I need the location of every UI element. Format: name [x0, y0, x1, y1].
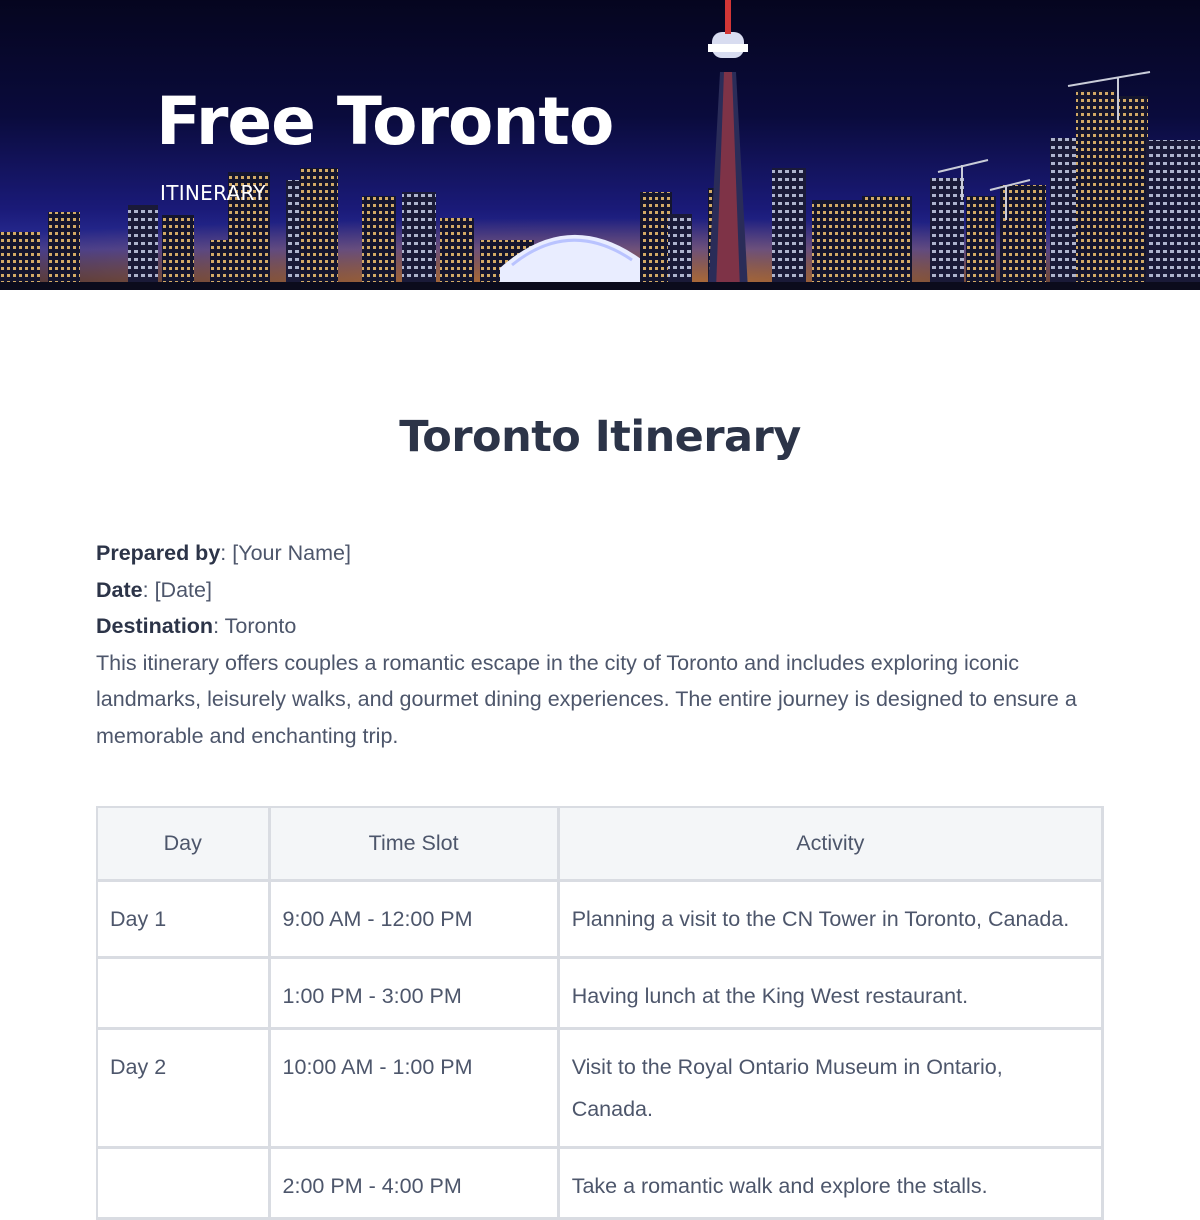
date-row: Date: [Date] — [96, 577, 212, 602]
itinerary-table — [96, 806, 1104, 1220]
cell-day — [98, 1149, 271, 1220]
table-row — [98, 959, 1104, 1030]
header-activity: Activity — [560, 808, 1104, 882]
cell-time-text: 2:00 PM - 4:00 PM — [282, 1174, 462, 1198]
hero-title: Free Toronto — [156, 83, 614, 160]
document-meta — [96, 535, 1106, 754]
cell-activity-text: Having lunch at the King West restaurant. — [571, 984, 969, 1008]
destination-row: Destination: Toronto — [96, 614, 297, 638]
cell-day-text: Day 1 — [110, 907, 167, 931]
table-row — [98, 1030, 1104, 1149]
hero-subtitle: ITINERARY — [160, 181, 266, 205]
cell-day — [98, 1030, 271, 1149]
document-title: Toronto Itinerary — [399, 412, 801, 462]
cell-activity — [560, 882, 1104, 959]
cell-activity — [560, 1030, 1104, 1149]
header-day: Day — [98, 808, 271, 882]
cell-time-text: 10:00 AM - 1:00 PM — [282, 1055, 473, 1079]
date-label: Date — [96, 577, 143, 602]
hero-banner — [0, 0, 1200, 290]
cell-activity — [560, 1149, 1104, 1220]
cell-day — [98, 882, 271, 959]
prepared-by-value: [Your Name] — [232, 541, 351, 565]
cell-time-text: 1:00 PM - 3:00 PM — [282, 984, 462, 1008]
cell-time-text: 9:00 AM - 12:00 PM — [282, 907, 473, 931]
destination-label: Destination — [96, 614, 214, 638]
cell-activity-text: Take a romantic walk and explore the stalls. — [571, 1174, 988, 1198]
cell-activity — [560, 959, 1104, 1030]
cell-activity-text: Visit to the Royal Ontario Museum in Ontario, Canada. — [571, 1055, 1003, 1121]
cell-day-text: Day 2 — [110, 1055, 167, 1079]
cell-time — [271, 1030, 560, 1149]
table-header-row — [98, 808, 1104, 882]
cell-activity-text: Planning a visit to the CN Tower in Toronto, Canada. — [571, 907, 1070, 931]
cell-time — [271, 959, 560, 1030]
header-time-slot: Time Slot — [271, 808, 560, 882]
itinerary-description: This itinerary offers couples a romantic escape in the city of Toronto and includes exploring iconic landmarks, leisurely walks, and gourmet dining experiences. The entire journey is designed to ensure a memorable and enchanting trip. — [96, 650, 1077, 748]
destination-value: Toronto — [224, 614, 297, 638]
cell-day — [98, 959, 271, 1030]
prepared-by-label: Prepared by — [96, 541, 221, 565]
prepared-by-row: Prepared by: [Your Name] — [96, 541, 351, 565]
cell-time — [271, 1149, 560, 1220]
date-value: [Date] — [154, 577, 212, 602]
table-row — [98, 1149, 1104, 1220]
table-row — [98, 882, 1104, 959]
cell-time — [271, 882, 560, 959]
